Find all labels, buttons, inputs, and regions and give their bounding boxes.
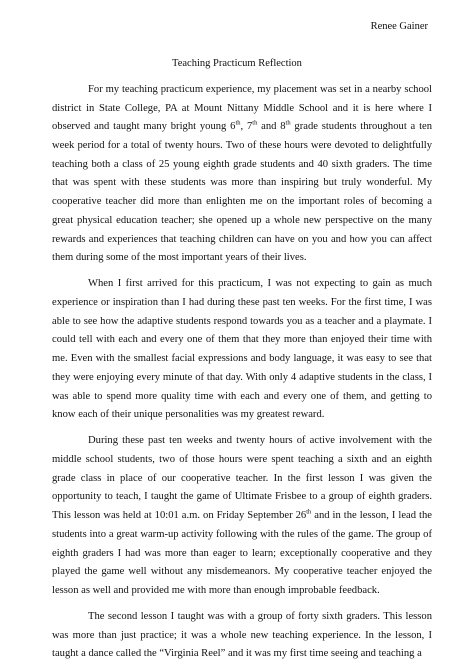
paragraph-line: that was spent with these students was more than inspiring but truly wonderful. My: [52, 177, 432, 189]
paragraph-line: For my teaching practicum experience, my placement was set in a nearby school: [88, 84, 432, 95]
paragraph-line: When I first arrived for this practicum, I was not expecting to gain as much: [88, 278, 432, 290]
paragraph-line: This lesson was held at 10:01 a.m. on Friday September 26th and in the lesson, I lead the: [52, 508, 432, 522]
paragraph-line: week period for a total of twenty hours. Two of these hours were devoted to delightfully: [52, 140, 432, 152]
paragraph: [52, 608, 432, 664]
paragraph-line: great physical education teacher; she opened up a whole new perspective on the many: [52, 214, 432, 226]
paragraph-line: me. Even with the smallest facial expressions and body language, it was easy to see that: [52, 353, 432, 365]
paragraph-line: teaching both a class of 25 young eighth grade students and 40 sixth graders. The time: [52, 158, 432, 170]
paragraph-line: middle school students, two of those hours were spent teaching a sixth and an eighth: [52, 454, 432, 466]
author-header: Renee Gainer: [370, 21, 428, 32]
paragraph-line: them during some of the most important years of their lives.: [52, 252, 307, 264]
paragraph-line: eighth graders I had was more than eager to learn; exceptionally cooperative and they: [52, 547, 432, 559]
paragraph-line: observed and taught many bright young 6th, 7th and 8th grade students throughout a ten: [52, 119, 433, 133]
paragraph-line: rewards and experiences that teaching children can have on you and how you can affect: [52, 233, 432, 245]
paragraph-line: During these past ten weeks and twenty hours of active involvement with the: [88, 435, 432, 447]
paragraph-line: cooperative teacher did more than enlighten me on the important roles of becoming a: [52, 196, 432, 208]
document-title: Teaching Practicum Reflection: [172, 58, 302, 69]
paragraph-line: was more than just practice; it was a whole new teaching experience. In the lesson, I: [52, 629, 432, 641]
paragraph-line: lesson as well and provided me with more than enough improbable feedback.: [52, 584, 380, 596]
paragraph-line: students into a great warm-up activity following with the rules of the game. The group of: [52, 528, 432, 540]
paragraph-line: was able to spend more quality time with each and every one of them, and getting to: [52, 390, 432, 402]
paragraph-line: district in State College, PA at Mount Nittany Middle School and it is here where I: [52, 102, 432, 114]
paragraph-line: know each of their unique personalities was my greatest reward.: [52, 409, 325, 421]
paragraph-line: played the game well without any misdemeanors. My cooperative teacher enjoyed the: [52, 566, 432, 578]
paragraph-line: experience or inspiration than I had during these past ten weeks. For the first time, I was: [52, 297, 432, 309]
paragraph: [52, 275, 432, 425]
paragraph-line: grade class in place of our cooperative teacher. In the first lesson I was given the: [52, 472, 432, 484]
paragraph-line: able to see how the adaptive students respond towards you as a teacher and a playmate. I: [52, 315, 432, 327]
paragraph-line: opportunity to teach, I taught the game of Ultimate Frisbee to a group of eighth graders.: [52, 491, 432, 503]
paragraph-line: could tell with each and every one of them that they more than enjoyed their time with: [52, 334, 432, 346]
document-body: [52, 81, 432, 672]
paragraph-line: they were enjoying every minute of that day. With only 4 adaptive students in the class, I: [52, 371, 432, 383]
paragraph-line: The second lesson I taught was with a group of forty sixth graders. This lesson: [88, 611, 432, 623]
paragraph-line: taught a dance called the “Virginia Reel” and it was my first time seeing and teaching a: [52, 648, 422, 660]
paragraph: [52, 432, 432, 600]
paragraph: [52, 81, 432, 268]
